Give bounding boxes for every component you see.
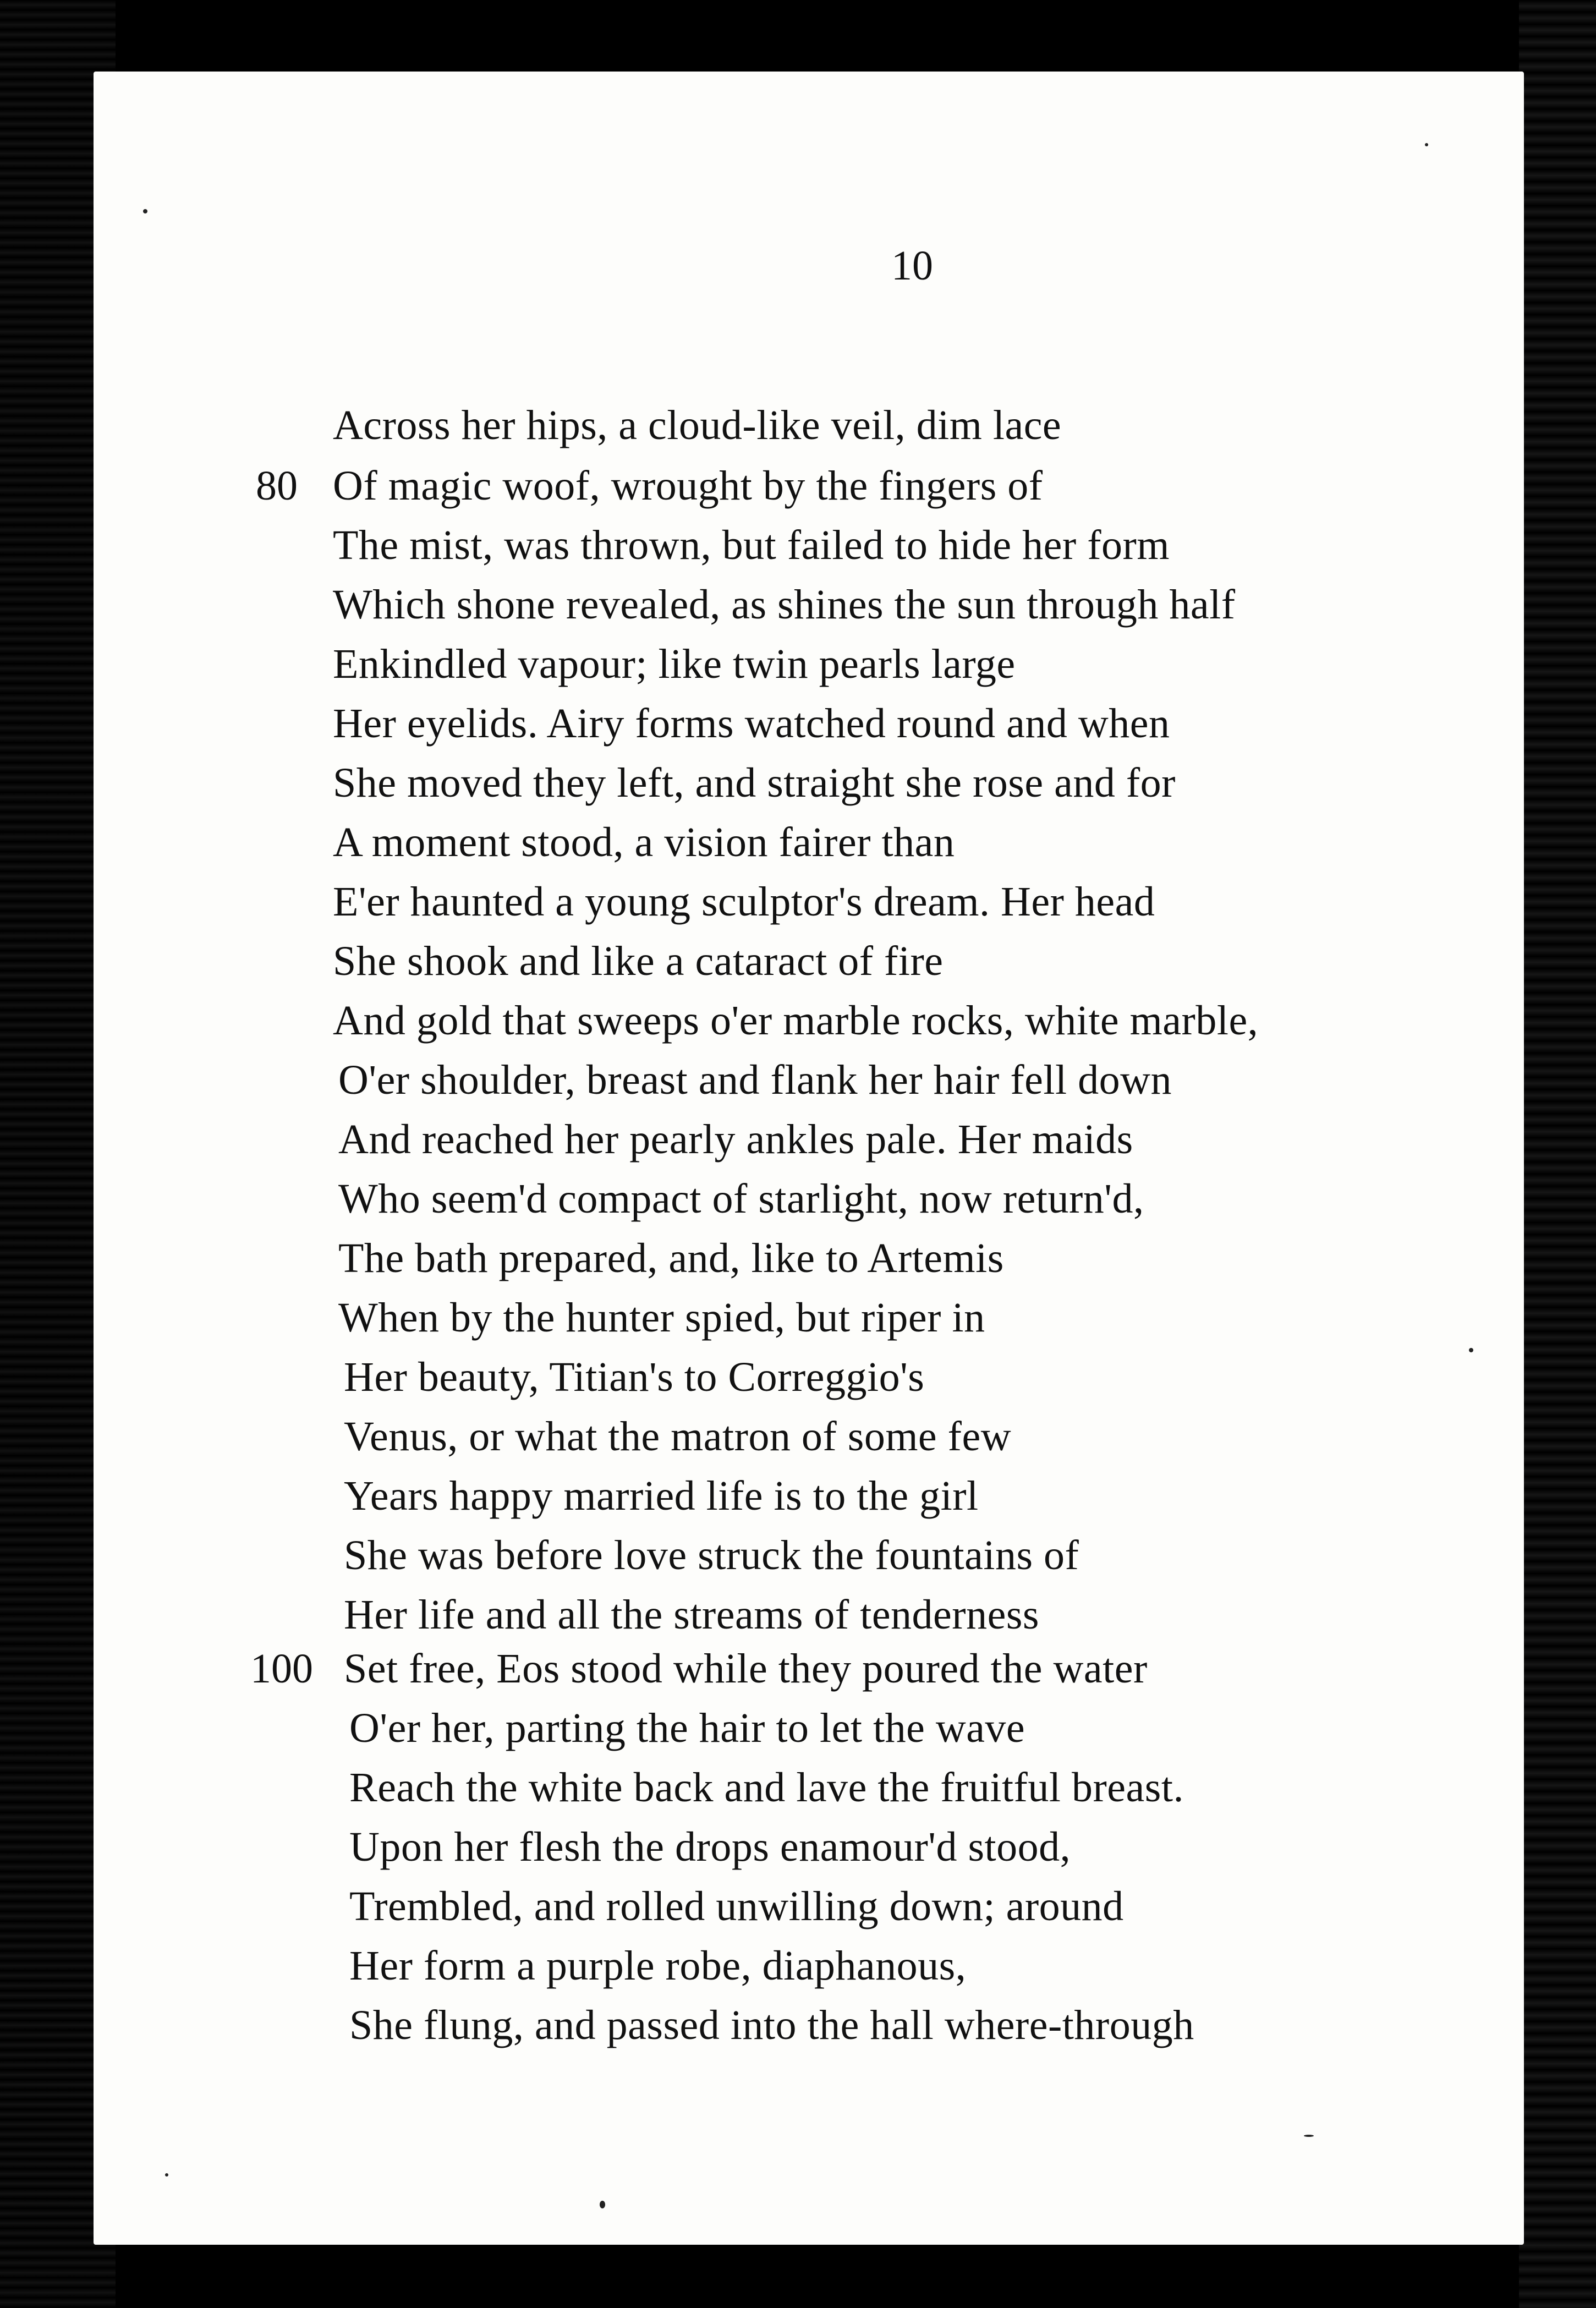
poem-line: And gold that sweeps o'er marble rocks, white marble, — [333, 997, 1259, 1044]
scan-speck — [600, 2201, 605, 2208]
poem-line: A moment stood, a vision fairer than — [333, 819, 955, 865]
poem-line: Reach the white back and lave the fruitful breast. — [349, 1764, 1184, 1811]
poem-line: Across her hips, a cloud-like veil, dim lace — [333, 402, 1062, 448]
poem-line: Enkindled vapour; like twin pearls large — [333, 641, 1016, 687]
poem-line: Upon her flesh the drops enamour'd stood, — [349, 1824, 1071, 1870]
line-marker-80: 80 — [256, 463, 298, 509]
poem-line: Her eyelids. Airy forms watched round and when — [333, 700, 1170, 747]
scan-speck — [1425, 143, 1428, 146]
scan-speck — [165, 2173, 168, 2177]
poem-line: Who seem'd compact of starlight, now return'd, — [338, 1176, 1144, 1222]
poem-line: Which shone revealed, as shines the sun through half — [333, 582, 1236, 628]
poem-line: Years happy married life is to the girl — [344, 1473, 979, 1519]
poem-line: She flung, and passed into the hall where-through — [349, 2002, 1194, 2048]
poem-line: Trembled, and rolled unwilling down; around — [349, 1883, 1124, 1929]
scan-edge-right — [1519, 0, 1596, 2308]
scan-speck — [1469, 1348, 1473, 1352]
poem-line: Set free, Eos stood while they poured the water — [344, 1646, 1148, 1692]
poem-line: She moved they left, and straight she rose and for — [333, 760, 1176, 806]
poem-line: Venus, or what the matron of some few — [344, 1413, 1012, 1460]
line-marker-100: 100 — [250, 1646, 313, 1692]
poem-line: O'er shoulder, breast and flank her hair fell down — [338, 1057, 1172, 1103]
poem-line: Her beauty, Titian's to Correggio's — [344, 1354, 925, 1400]
poem-line: Of magic woof, wrought by the fingers of — [333, 463, 1043, 509]
document-page — [94, 72, 1524, 2245]
poem-line: The mist, was thrown, but failed to hide her form — [333, 522, 1170, 568]
poem-line: And reached her pearly ankles pale. Her maids — [338, 1116, 1133, 1163]
poem-line: Her life and all the streams of tenderness — [344, 1592, 1039, 1638]
scan-speck — [1304, 2135, 1314, 2137]
poem-line: O'er her, parting the hair to let the wave — [349, 1705, 1025, 1751]
poem-line: The bath prepared, and, like to Artemis — [338, 1235, 1004, 1281]
poem-line: She shook and like a cataract of fire — [333, 938, 944, 984]
poem-line: She was before love struck the fountains of — [344, 1532, 1079, 1578]
poem-line: Her form a purple robe, diaphanous, — [349, 1943, 967, 1989]
page-number: 10 — [891, 243, 933, 289]
poem-line: E'er haunted a young sculptor's dream. Her head — [333, 879, 1155, 925]
poem-line: When by the hunter spied, but riper in — [338, 1295, 985, 1341]
scan-speck — [143, 209, 147, 213]
